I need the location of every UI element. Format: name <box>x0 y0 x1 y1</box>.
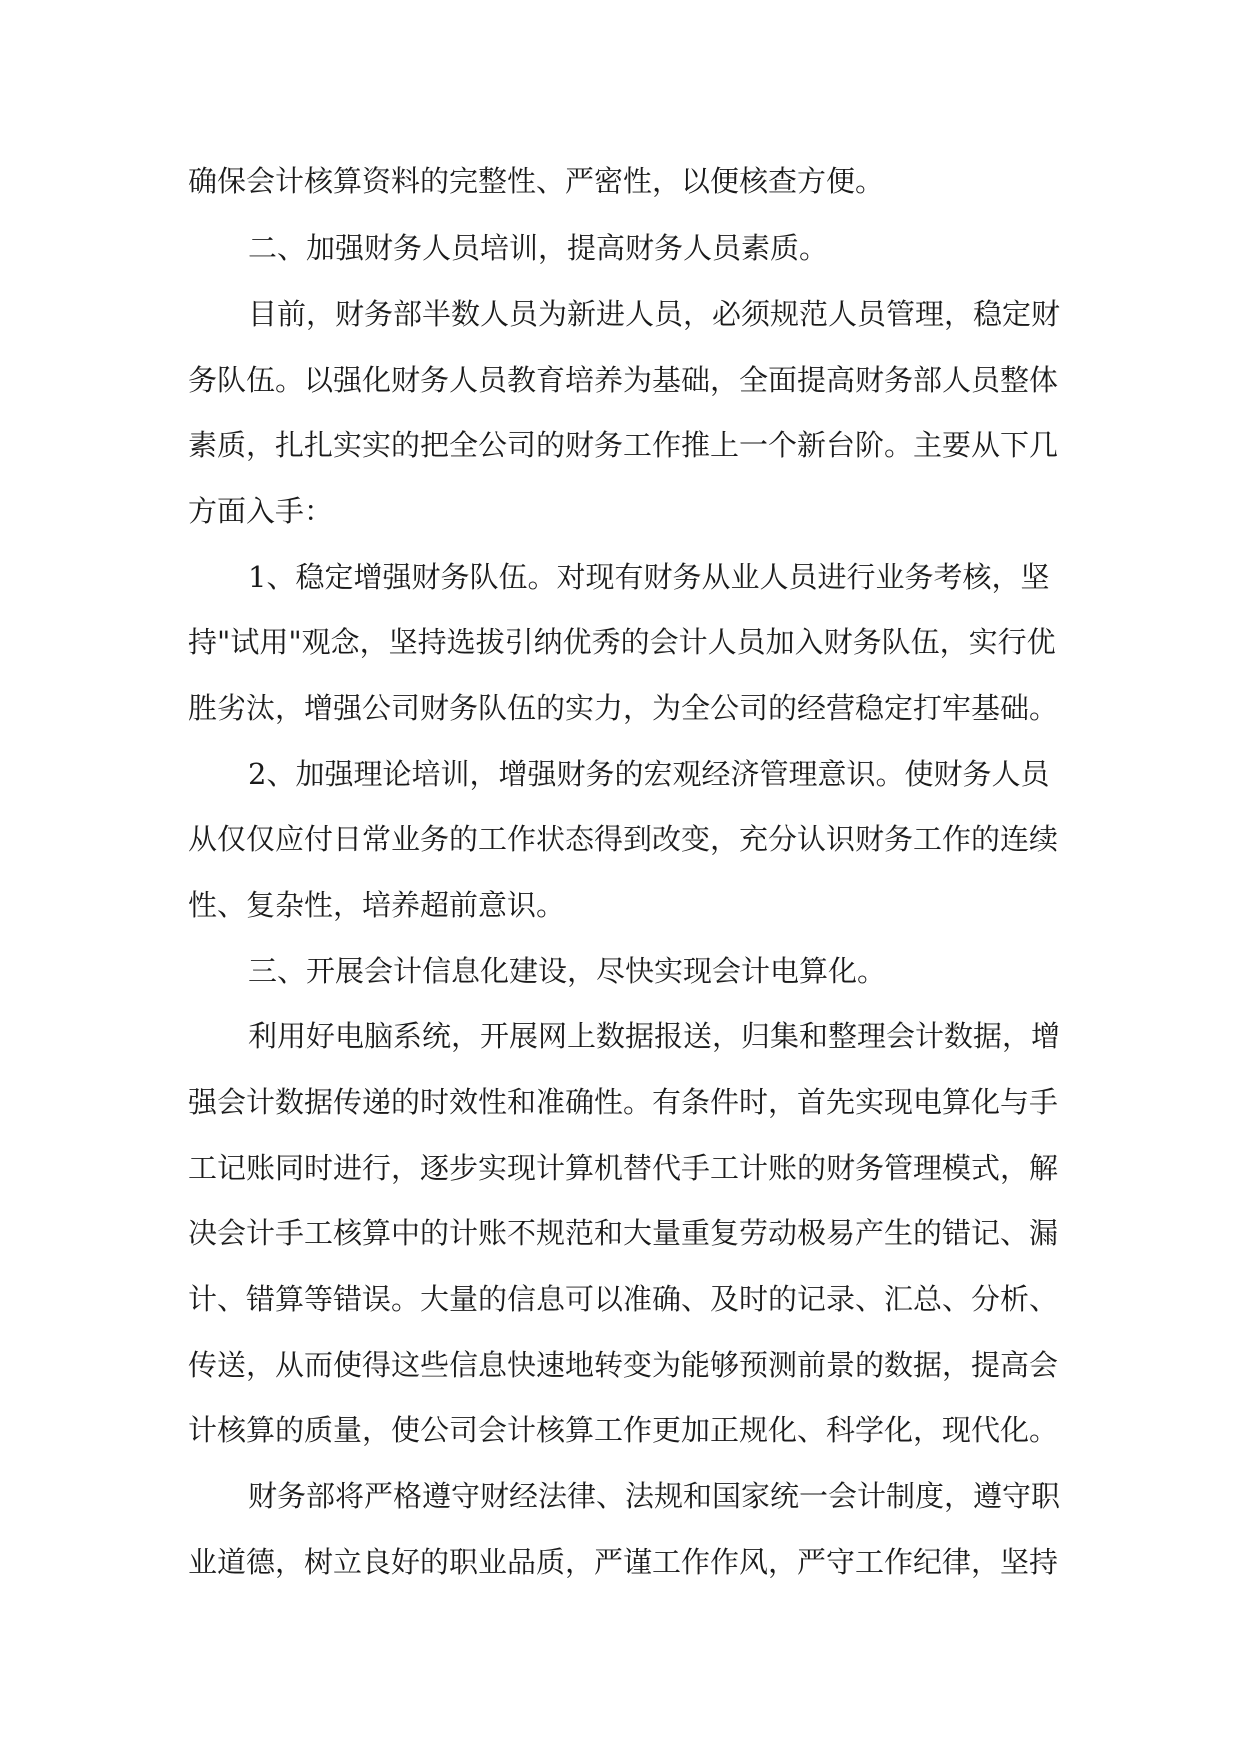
text-line: 强会计数据传递的时效性和准确性。有条件时，首先实现电算化与手 <box>188 1085 1059 1119</box>
text-line: 胜劣汰，增强公司财务队伍的实力，为全公司的经营稳定打牢基础。 <box>188 691 1059 725</box>
text-line: 确保会计核算资料的完整性、严密性，以便核查方便。 <box>188 164 885 198</box>
text-line: 工记账同时进行，逐步实现计算机替代手工计账的财务管理模式，解 <box>188 1151 1059 1185</box>
text-line: 方面入手： <box>188 494 334 528</box>
list-item-text: 2、加强理论培训，增强财务的宏观经济管理意识。使财务人员 <box>248 757 1050 791</box>
text-line: 目前，财务部半数人员为新进人员，必须规范人员管理，稳定财 <box>248 297 1061 331</box>
text-line: 传送，从而使得这些信息快速地转变为能够预测前景的数据，提高会 <box>188 1348 1059 1382</box>
section-heading: 三、开展会计信息化建设，尽快实现会计电算化。 <box>248 954 887 988</box>
list-item-text: 1、稳定增强财务队伍。对现有财务从业人员进行业务考核，坚 <box>248 560 1050 594</box>
text-line: 性、复杂性，培养超前意识。 <box>188 888 566 922</box>
text-line: 利用好电脑系统，开展网上数据报送，归集和整理会计数据，增 <box>248 1019 1061 1053</box>
text-line: 持"试用"观念，坚持选拔引纳优秀的会计人员加入财务队伍，实行优 <box>188 625 1056 659</box>
text-line: 从仅仅应付日常业务的工作状态得到改变，充分认识财务工作的连续 <box>188 822 1059 856</box>
text-line: 计、错算等错误。大量的信息可以准确、及时的记录、汇总、分析、 <box>188 1282 1059 1316</box>
text-line: 财务部将严格遵守财经法律、法规和国家统一会计制度，遵守职 <box>248 1479 1061 1513</box>
text-line: 务队伍。以强化财务人员教育培养为基础，全面提高财务部人员整体 <box>188 363 1059 397</box>
text-line: 业道德，树立良好的职业品质，严谨工作作风，严守工作纪律，坚持 <box>188 1545 1059 1579</box>
section-heading: 二、加强财务人员培训，提高财务人员素质。 <box>248 231 829 265</box>
text-line: 计核算的质量，使公司会计核算工作更加正规化、科学化，现代化。 <box>188 1413 1059 1447</box>
text-line: 素质，扎扎实实的把全公司的财务工作推上一个新台阶。主要从下几 <box>188 428 1059 462</box>
text-line: 决会计手工核算中的计账不规范和大量重复劳动极易产生的错记、漏 <box>188 1216 1059 1250</box>
